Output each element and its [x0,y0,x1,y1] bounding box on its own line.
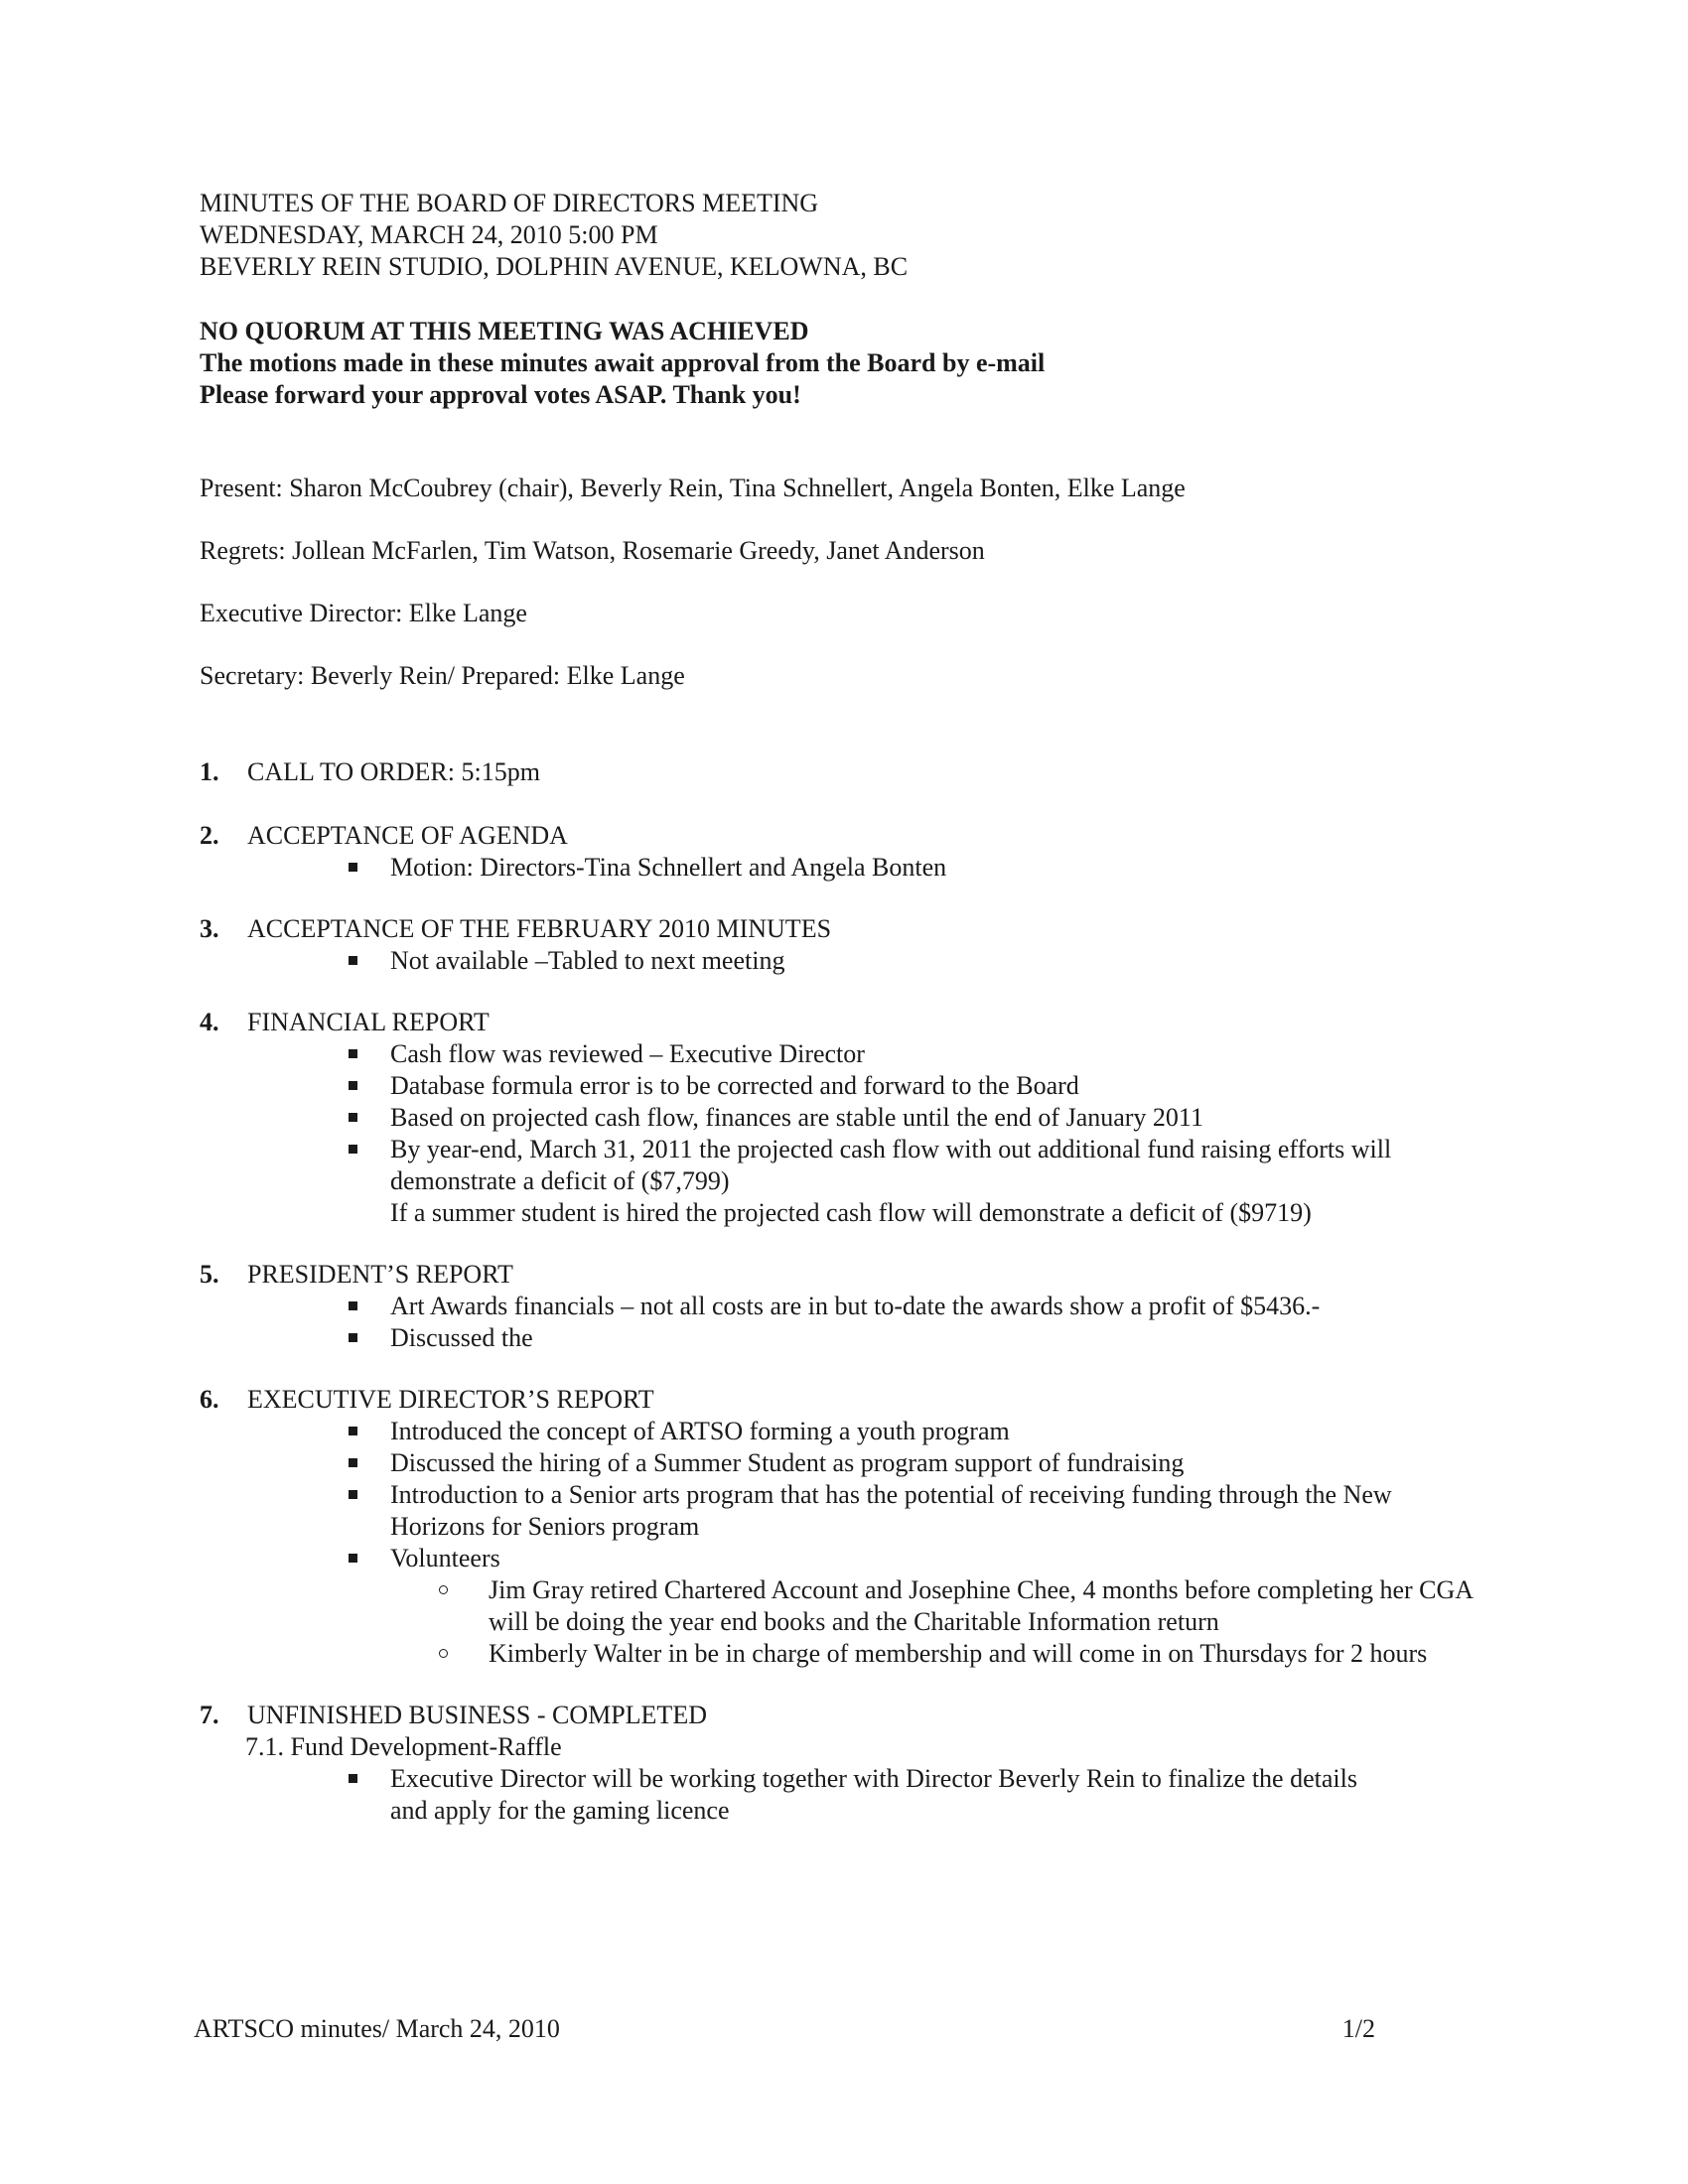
item-number: 7. [200,1701,219,1729]
agenda-items [200,756,1490,1856]
header-title: MINUTES OF THE BOARD OF DIRECTORS MEETING [200,189,819,217]
header-date: WEDNESDAY, MARCH 24, 2010 5:00 PM [200,220,658,249]
quorum-notice [200,316,1045,411]
meeting-header [200,188,908,283]
present-line: Present: Sharon McCoubrey (chair), Beverly Rein, Tina Schnellert, Angela Bonten, Elke Lange [200,474,1186,502]
circle-bullet-icon [439,1649,448,1658]
list-item: Executive Director will be working together with Director Beverly Rein to finalize the details and apply for the gaming licence [344,1763,1393,1827]
square-bullet-icon [349,1554,357,1563]
square-bullet-icon [349,1333,357,1342]
notice-line-3: Please forward your approval votes ASAP. Thank you! [200,380,801,409]
list-item: Discussed the [344,1322,1393,1354]
subsection-7-1 [200,1731,1490,1827]
subsection-title: 7.1. Fund Development-Raffle [245,1732,562,1761]
item-title: FINANCIAL REPORT [247,1008,490,1036]
item-title: ACCEPTANCE OF THE FEBRUARY 2010 MINUTES [247,914,832,943]
executive-director-line: Executive Director: Elke Lange [200,599,527,627]
notice-line-1: NO QUORUM AT THIS MEETING WAS ACHIEVED [200,317,809,345]
agenda-item-3 [200,913,1490,977]
item-number: 1. [200,757,219,786]
list-item: Cash flow was reviewed – Executive Director [344,1038,1393,1070]
item-number: 2. [200,821,219,850]
footer-document-label: ARTSCO minutes/ March 24, 2010 [194,2014,560,2043]
agenda-item-4 [200,1007,1490,1229]
square-bullet-icon [349,1458,357,1467]
list-item: Database formula error is to be corrected and forward to the Board [344,1070,1393,1102]
square-bullet-icon [349,863,357,872]
agenda-item-5 [200,1259,1490,1354]
secretary-line: Secretary: Beverly Rein/ Prepared: Elke Lange [200,661,685,690]
agenda-item-6 [200,1384,1490,1670]
square-bullet-icon [349,1490,357,1499]
list-item: Discussed the hiring of a Summer Student as program support of fundraising [344,1447,1393,1479]
regrets-line: Regrets: Jollean McFarlen, Tim Watson, Rosemarie Greedy, Janet Anderson [200,536,985,565]
square-bullet-icon [349,1427,357,1435]
circle-bullet-icon [439,1585,448,1594]
header-location: BEVERLY REIN STUDIO, DOLPHIN AVENUE, KELOWNA, BC [200,252,909,281]
item-number: 4. [200,1008,219,1036]
attendance-section [200,473,1186,723]
square-bullet-icon [349,1301,357,1310]
list-item: Based on projected cash flow, finances are stable until the end of January 2011 [344,1102,1393,1134]
list-item: Motion: Directors-Tina Schnellert and Angela Bonten [344,852,1393,884]
list-item: Art Awards financials – not all costs are in but to-date the awards show a profit of $5436.- [344,1291,1393,1322]
item-title: ACCEPTANCE OF AGENDA [247,821,568,850]
list-item: Introduction to a Senior arts program that has the potential of receiving funding through the New Horizons for Seniors program [344,1479,1393,1543]
sub-list-item: Kimberly Walter in be in charge of membership and will come in on Thursdays for 2 hours [437,1638,1481,1670]
list-item: Volunteers Jim Gray retired Chartered Account and Josephine Chee, 4 months before completing her CGA will be doing the year end books and the Charitable Information return Kimberly Walter in be in charge of membership and will come in on Thursdays for 2 hours [344,1543,1393,1670]
square-bullet-icon [349,1049,357,1058]
square-bullet-icon [349,1774,357,1783]
page-footer [194,2013,1375,2045]
sub-list-item: Jim Gray retired Chartered Account and Josephine Chee, 4 months before completing her CGA will be doing the year end books and the Charitable Information return [437,1574,1481,1638]
item-title: PRESIDENT’S REPORT [247,1260,513,1289]
list-item: By year-end, March 31, 2011 the projected cash flow with out additional fund raising efforts will demonstrate a deficit of ($7,799) If a summer student is hired the projected cash flow will demonstrate a deficit of ($9719) [344,1134,1393,1229]
list-item: Introduced the concept of ARTSO forming a youth program [344,1416,1393,1447]
item-number: 3. [200,914,219,943]
item-number: 5. [200,1260,219,1289]
item-title: CALL TO ORDER: 5:15pm [247,757,540,786]
agenda-item-1 [200,756,1490,788]
agenda-item-2 [200,820,1490,884]
notice-line-2: The motions made in these minutes await approval from the Board by e-mail [200,348,1046,377]
item-title: EXECUTIVE DIRECTOR’S REPORT [247,1385,654,1414]
square-bullet-icon [349,1081,357,1090]
page-number: 1/2 [1341,2014,1375,2043]
list-item-continuation: If a summer student is hired the projected cash flow will demonstrate a deficit of ($9719) [390,1198,1312,1227]
item-number: 6. [200,1385,219,1414]
square-bullet-icon [349,1145,357,1154]
list-item: Not available –Tabled to next meeting [344,945,1393,977]
item-title: UNFINISHED BUSINESS - COMPLETED [247,1701,707,1729]
square-bullet-icon [349,956,357,965]
agenda-item-7 [200,1700,1490,1827]
square-bullet-icon [349,1113,357,1122]
